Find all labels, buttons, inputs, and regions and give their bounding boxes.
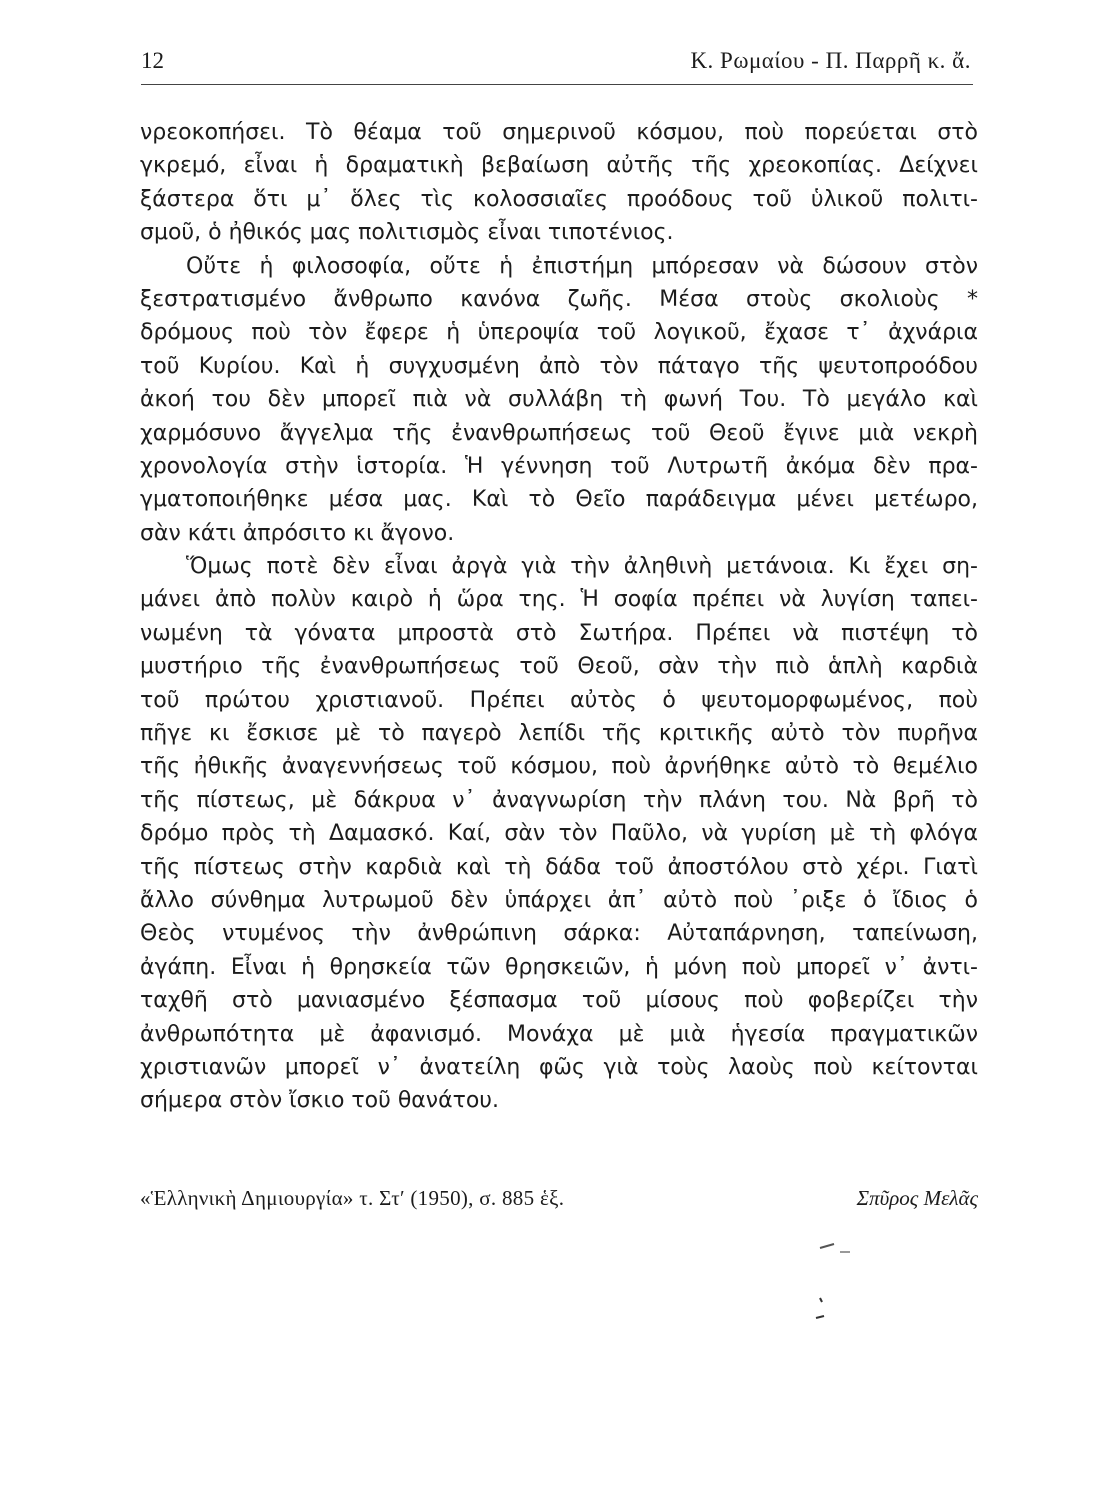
header-rule [141,84,973,85]
text-line: τοῦ πρώτου χριστιανοῦ. Πρέπει αὐτὸς ὁ ψευτομορφωμένος, ποὺ [140,687,978,713]
text-line: ξάστερα ὅτι μ᾽ ὅλες τὶς κολοσσιαῖες προόδους τοῦ ὑλικοῦ πολιτι- [140,186,978,212]
text-line: γματοποιήθηκε μέσα μας. Καὶ τὸ Θεῖο παράδειγμα μένει μετέωρο, [140,487,978,513]
text-line: ἀνθρωπότητα μὲ ἀφανισμό. Μονάχα μὲ μιὰ ἡγεσία πραγματικῶν [140,1021,978,1047]
text-line: σὰν κάτι ἀπρόσιτο κι ἄγονο. [140,520,455,546]
text-line: ταχθῆ στὸ μανιασμένο ξέσπασμα τοῦ μίσους ποὺ φοβερίζει τὴν [140,988,978,1014]
text-line: δρόμο πρὸς τὴ Δαμασκό. Καί, σὰν τὸν Παῦλο, νὰ γυρίση μὲ τὴ φλόγα [140,821,978,847]
text-line: νρεοκοπήσει. Τὸ θέαμα τοῦ σημερινοῦ κόσμου, ποὺ πορεύεται στὸ [140,120,978,145]
text-line: χριστιανῶν μπορεῖ ν᾽ ἀνατείλη φῶς γιὰ τοὺς λαοὺς ποὺ κείτονται [140,1054,978,1080]
text-line: τῆς πίστεως, μὲ δάκρυα ν᾽ ἀναγνωρίση τὴν πλάνη του. Νὰ βρῆ τὸ [140,787,978,813]
text-line: πῆγε κι ἔσκισε μὲ τὸ παγερὸ λεπίδι τῆς κριτικῆς αὐτὸ τὸν πυρῆνα [140,721,978,747]
source-citation: «Ἑλληνικὴ Δημιουργία» τ. Στ′ (1950), σ. 885 ἑξ. [140,1186,565,1210]
source-line [140,1183,978,1213]
text-line: δρόμους ποὺ τὸν ἔφερε ἡ ὑπεροψία τοῦ λογικοῦ, ἔχασε τ᾽ ἀχνάρια [140,320,978,346]
page-header [141,44,971,80]
author-name: Σπῦρος Μελᾶς [856,1186,978,1210]
text-line: νωμένη τὰ γόνατα μπροστὰ στὸ Σωτήρα. Πρέπει νὰ πιστέψη τὸ [140,620,978,646]
text-line: τοῦ Κυρίου. Καὶ ἡ συγχυσμένη ἀπὸ τὸν πάταγο τῆς ψευτοπροόδου [140,353,978,379]
text-line: μυστήριο τῆς ἐνανθρωπήσεως τοῦ Θεοῦ, σὰν τὴν πιὸ ἁπλὴ καρδιὰ [140,654,978,680]
text-line: Ὅμως ποτὲ δὲν εἶναι ἀργὰ γιὰ τὴν ἀληθινὴ μετάνοια. Κι ἔχει ση- [186,554,978,580]
running-head: Κ. Ρωμαίου - Π. Παρρῆ κ. ἄ. [690,48,971,73]
text-line: χαρμόσυνο ἄγγελμα τῆς ἐνανθρωπήσεως τοῦ Θεοῦ ἔγινε μιὰ νεκρὴ [140,420,978,446]
print-specks [800,1240,860,1340]
text-line: τῆς πίστεως στὴν καρδιὰ καὶ τὴ δάδα τοῦ ἀποστόλου στὸ χέρι. Γιατὶ [140,854,978,880]
text-line: ἄλλο σύνθημα λυτρωμοῦ δὲν ὑπάρχει ἀπ᾽ αὐτὸ ποὺ ᾽ριξε ὁ ἴδιος ὁ [140,887,978,913]
text-line: ἀγάπη. Εἶναι ἡ θρησκεία τῶν θρησκειῶν, ἡ μόνη ποὺ μπορεῖ ν᾽ ἀντι- [140,954,978,980]
body-text [140,116,978,1118]
text-line: μάνει ἀπὸ πολὺν καιρὸ ἡ ὥρα της. Ἡ σοφία πρέπει νὰ λυγίση ταπει- [140,587,978,613]
text-line: σήμερα στὸν ἴσκιο τοῦ θανάτου. [140,1088,500,1114]
text-line: τῆς ἠθικῆς ἀναγεννήσεως τοῦ κόσμου, ποὺ ἀρνήθηκε αὐτὸ τὸ θεμέλιο [140,754,978,780]
text-line: σμοῦ, ὁ ἠθικός μας πολιτισμὸς εἶναι τιποτένιος. [140,220,674,246]
text-line: γκρεμό, εἶναι ἡ δραματικὴ βεβαίωση αὐτῆς τῆς χρεοκοπίας. Δείχνει [140,153,978,179]
text-line: χρονολογία στὴν ἱστορία. Ἡ γέννηση τοῦ Λυτρωτῆ ἀκόμα δὲν πρα- [140,453,978,479]
text-line: Θεὸς ντυμένος τὴν ἀνθρώπινη σάρκα: Αὐταπάρνηση, ταπείνωση, [140,921,978,947]
text-line: Οὔτε ἡ φιλοσοφία, οὔτε ἡ ἐπιστήμη μπόρεσαν νὰ δώσουν στὸν [186,253,978,279]
text-line: ξεστρατισμένο ἄνθρωπο κανόνα ζωῆς. Μέσα στοὺς σκολιοὺς * [140,286,978,312]
text-line: ἀκοή του δὲν μπορεῖ πιὰ νὰ συλλάβη τὴ φωνή Του. Τὸ μεγάλο καὶ [140,387,978,413]
page-number: 12 [141,48,164,73]
